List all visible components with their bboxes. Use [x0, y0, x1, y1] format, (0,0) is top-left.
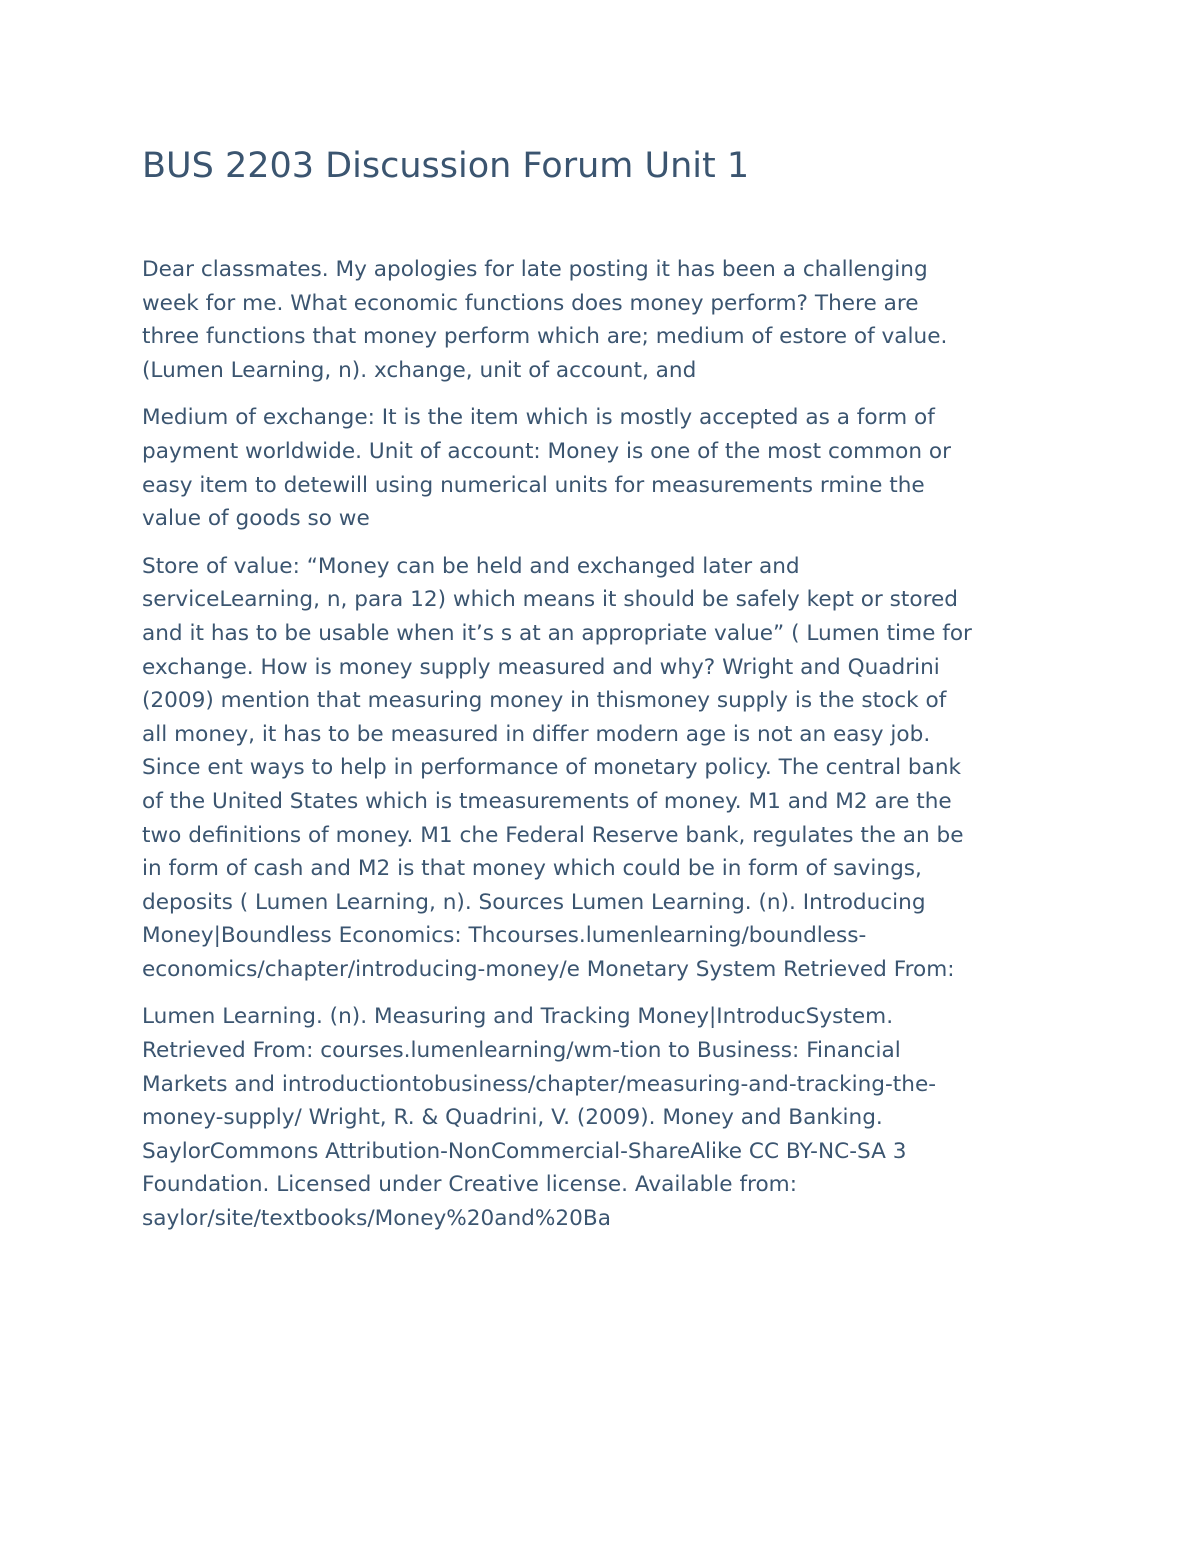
- text-line: Medium of exchange: It is the item which is mostly accepted as a form of: [142, 405, 935, 431]
- text-line: (Lumen Learning, n). xchange, unit of account, and: [142, 357, 697, 383]
- text-line: payment worldwide. Unit of account: Money is one of the most common or: [142, 438, 951, 464]
- text-line: saylor/site/textbooks/Money%20and%20Ba: [142, 1206, 611, 1232]
- text-line: (2009) mention that measuring money in thismoney supply is the stock of: [142, 688, 947, 714]
- paragraph-2: [142, 401, 1062, 535]
- text-line: serviceLearning, n, para 12) which means it should be safely kept or stored: [142, 587, 958, 613]
- text-line: of the United States which is tmeasurements of money. M1 and M2 are the: [142, 788, 952, 814]
- text-line: Retrieved From: courses.lumenlearning/wm-tion to Business: Financial: [142, 1038, 901, 1064]
- text-line: in form of cash and M2 is that money which could be in form of savings,: [142, 856, 922, 882]
- text-line: value of goods so we: [142, 506, 370, 532]
- text-line: Since ent ways to help in performance of monetary policy. The central bank: [142, 755, 962, 781]
- text-line: deposits ( Lumen Learning, n). Sources Lumen Learning. (n). Introducing: [142, 889, 926, 915]
- paragraph-1: [142, 253, 1062, 387]
- paragraph-3: [142, 550, 1062, 987]
- text-line: and it has to be usable when it’s s at an appropriate value” ( Lumen time for: [142, 620, 972, 646]
- text-line: money-supply/ Wright, R. & Quadrini, V. (2009). Money and Banking.: [142, 1105, 883, 1131]
- text-line: two definitions of money. M1 che Federal Reserve bank, regulates the an be: [142, 822, 964, 848]
- text-line: three functions that money perform which are; medium of estore of value.: [142, 324, 948, 350]
- text-line: Dear classmates. My apologies for late posting it has been a challenging: [142, 257, 928, 282]
- text-line: all money, it has to be measured in differ modern age is not an easy job.: [142, 721, 931, 747]
- text-line: Lumen Learning. (n). Measuring and Tracking Money|IntroducSystem.: [142, 1004, 894, 1030]
- document-title: BUS 2203 Discussion Forum Unit 1: [142, 146, 750, 186]
- text-line: SaylorCommons Attribution-NonCommercial-ShareAlike CC BY-NC-SA 3: [142, 1138, 907, 1164]
- text-line: Foundation. Licensed under Creative license. Available from:: [142, 1172, 797, 1198]
- text-line: week for me. What economic functions does money perform? There are: [142, 290, 919, 316]
- text-line: Markets and introductiontobusiness/chapter/measuring-and-tracking-the-: [142, 1071, 937, 1097]
- text-line: exchange. How is money supply measured and why? Wright and Quadrini: [142, 654, 940, 680]
- paragraph-4: [142, 1000, 1062, 1235]
- text-line: easy item to detewill using numerical units for measurements rmine the: [142, 472, 925, 498]
- text-line: Store of value: “Money can be held and exchanged later and: [142, 553, 800, 579]
- text-line: economics/chapter/introducing-money/e Monetary System Retrieved From:: [142, 956, 955, 982]
- document-body: [142, 253, 1062, 1250]
- text-line: Money|Boundless Economics: Thcourses.lumenlearning/boundless-: [142, 923, 867, 949]
